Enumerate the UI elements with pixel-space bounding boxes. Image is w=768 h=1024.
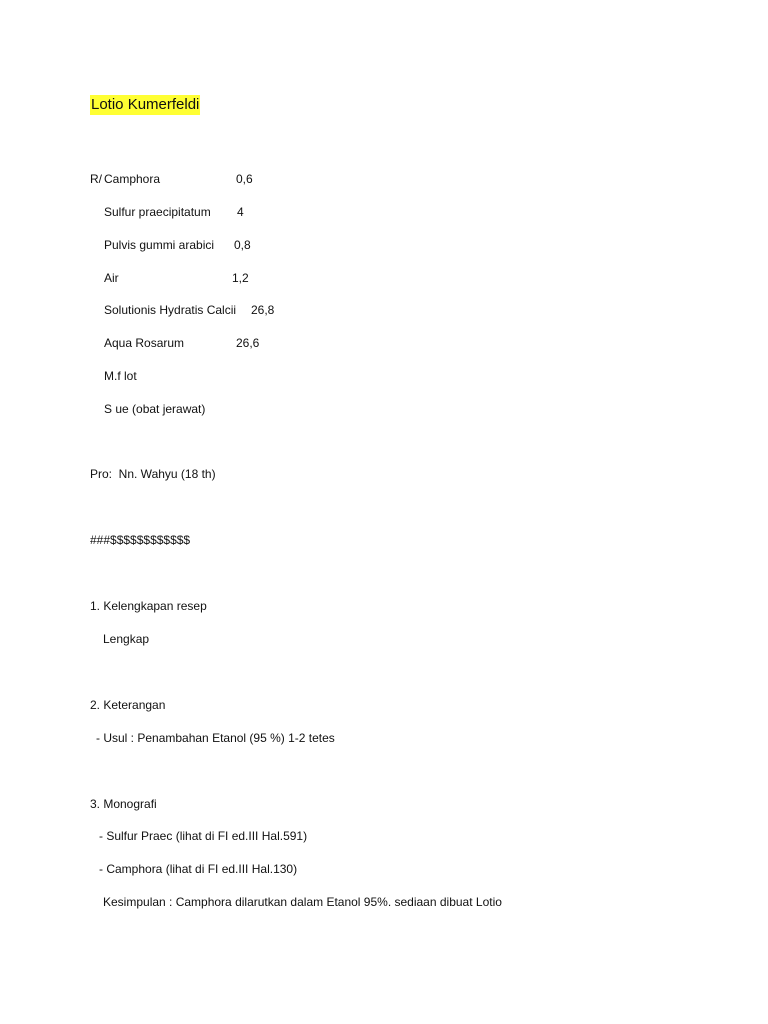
- patient-line: Pro: Nn. Wahyu (18 th): [90, 467, 216, 481]
- ingredient-name: Air: [104, 271, 119, 285]
- separator-line: ###$$$$$$$$$$$$: [90, 533, 191, 547]
- monograph-item: - Camphora (lihat di FI ed.III Hal.130): [99, 862, 298, 876]
- recipe-signa: S ue (obat jerawat): [104, 402, 206, 416]
- ingredient-name: Pulvis gummi arabici: [104, 238, 215, 252]
- ingredient-amount: 1,2: [232, 271, 249, 285]
- monograph-item: - Sulfur Praec (lihat di FI ed.III Hal.591): [99, 829, 308, 843]
- section-body: Lengkap: [103, 632, 150, 646]
- ingredient-name: Solutionis Hydratis Calcii: [104, 303, 237, 317]
- ingredient-amount: 0,8: [234, 238, 251, 252]
- ingredient-amount: 0,6: [236, 172, 253, 186]
- ingredient-amount: 26,8: [251, 303, 275, 317]
- section-body: - Usul : Penambahan Etanol (95 %) 1-2 tetes: [96, 731, 335, 745]
- recipe-prefix: R/: [90, 172, 102, 186]
- ingredient-name: Aqua Rosarum: [104, 336, 185, 350]
- section-heading: 1. Kelengkapan resep: [90, 599, 207, 613]
- ingredient-amount: 26,6: [236, 336, 260, 350]
- ingredient-name: Camphora: [104, 172, 161, 186]
- section-heading: 2. Keterangan: [90, 698, 166, 712]
- conclusion-text: Kesimpulan : Camphora dilarutkan dalam Etanol 95%. sediaan dibuat Lotio: [103, 895, 502, 909]
- ingredient-amount: 4: [237, 205, 244, 219]
- document-title: Lotio Kumerfeldi: [91, 96, 200, 113]
- recipe-mf: M.f lot: [104, 369, 137, 383]
- ingredient-name: Sulfur praecipitatum: [104, 205, 211, 219]
- section-heading: 3. Monografi: [90, 797, 157, 811]
